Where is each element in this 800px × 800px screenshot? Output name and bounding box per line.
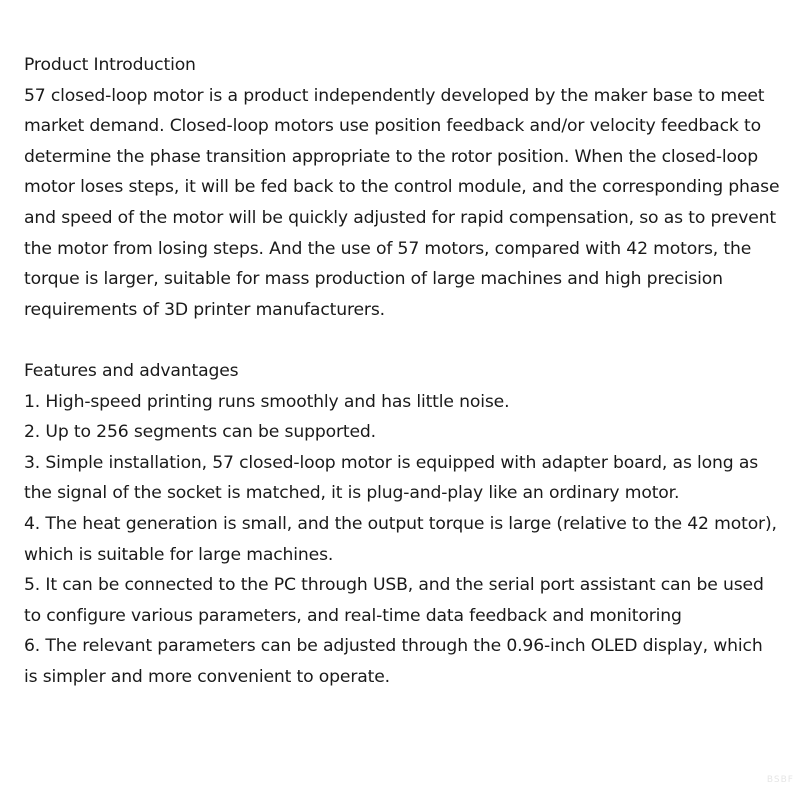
section-spacer: [24, 325, 780, 356]
feature-item: 5. It can be connected to the PC through USB, and the serial port assistant can be used to configure various parameters, and real-time data feedback and monitoring: [24, 575, 764, 626]
watermark-text: BSBF: [766, 775, 794, 786]
feature-item: 4. The heat generation is small, and the output torque is large (relative to the 42 motor), which is suitable for large machines.: [24, 513, 777, 565]
feature-item: 1. High-speed printing runs smoothly and has little noise.: [24, 391, 510, 412]
feature-item: 2. Up to 256 segments can be supported.: [24, 422, 376, 443]
features-heading: Features and advantages: [24, 360, 239, 381]
product-introduction-body: 57 closed-loop motor is a product independently developed by the maker base to meet market demand. Closed-loop motors use position feedback and/or velocity feedback to determine the phase transition appropriate to the rotor position. When the closed-loop motor loses steps, it will be fed back to the control module, and the corresponding phase and speed of the motor will be quickly adjusted for rapid compensation, so as to prevent the motor from losing steps. And the use of 57 motors, compared with 42 motors, the torque is larger, suitable for mass production of large machines and high precision requirements of 3D printer manufacturers.: [24, 85, 780, 320]
feature-item: 6. The relevant parameters can be adjusted through the 0.96-inch OLED display, which is simpler and more convenient to operate.: [24, 636, 763, 687]
product-introduction-section: [24, 50, 780, 325]
features-section: [24, 356, 780, 693]
feature-item: 3. Simple installation, 57 closed-loop motor is equipped with adapter board, as long as the signal of the socket is matched, it is plug-and-play like an ordinary motor.: [24, 452, 759, 504]
product-introduction-heading: Product Introduction: [24, 55, 196, 75]
